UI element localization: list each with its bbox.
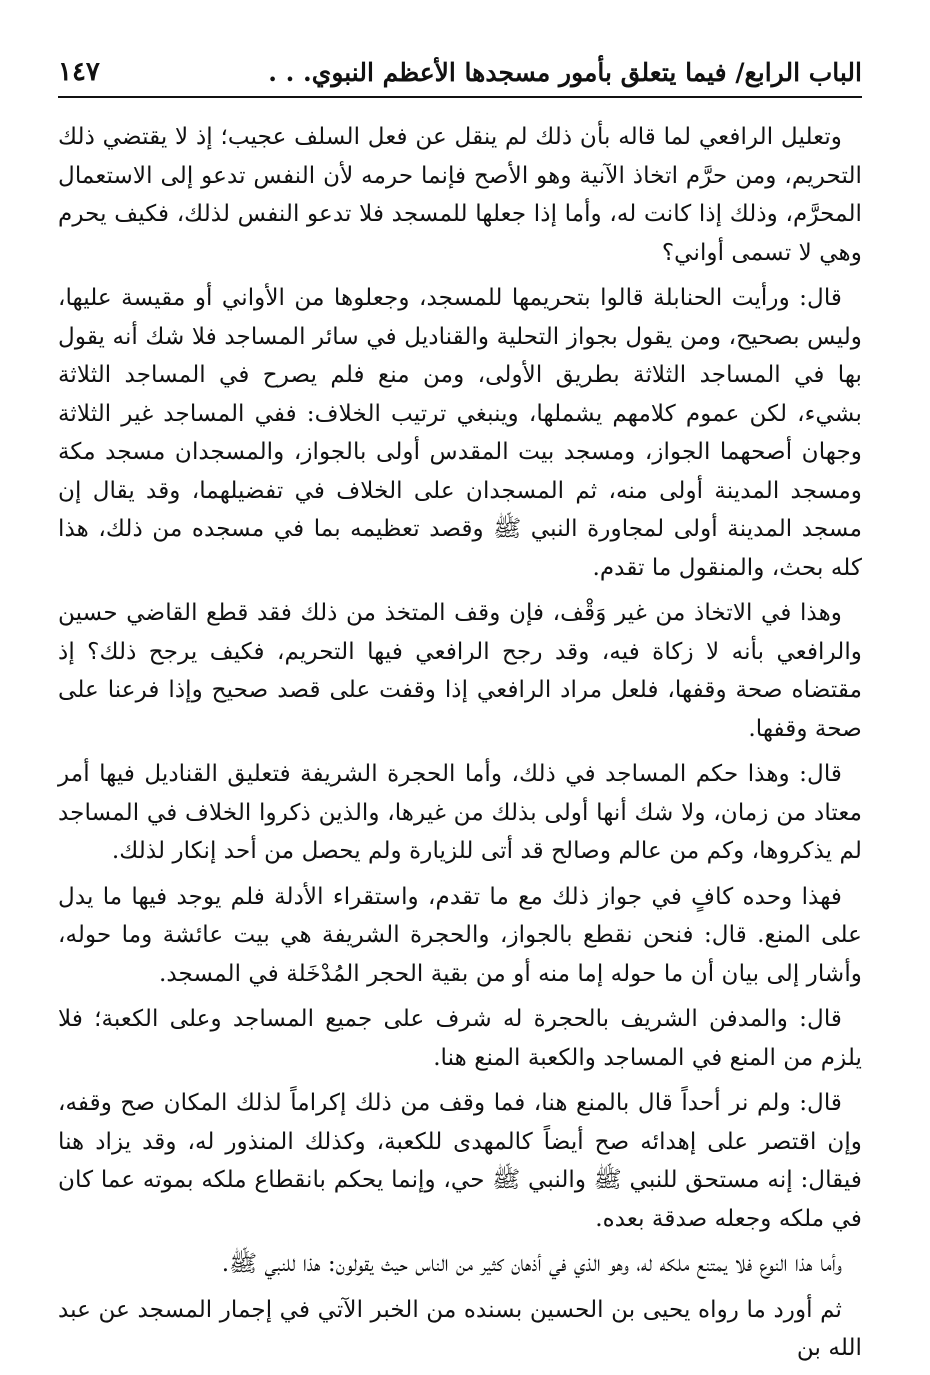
paragraph: وتعليل الرافعي لما قاله بأن ذلك لم ينقل عن فعل السلف عجيب؛ إذ لا يقتضي ذلك التحريم، ومن حرَّم اتخاذ الآنية وهو الأصح فإنما حرمه لأن النفس تدعو إلى الاستعمال المحرَّم، وذلك إذا كانت له، وأما إذا جعلها للمسجد فلا تدعو النفس لذلك، فكيف يحرم وهي لا تسمى أواني؟ — [58, 123, 862, 266]
paragraph: قال: وهذا حكم المساجد في ذلك، وأما الحجرة الشريفة فتعليق القناديل فيها أمر معتاد من زمان، ولا شك أنها أولى بذلك من غيرها، والذين ذكروا الخلاف في المساجد لم يذكروها، وكم من عالم وصالح قد أتى للزيارة ولم يحصل من أحد إنكار لذلك. — [58, 760, 862, 864]
paragraph: فهذا وحده كافٍ في جواز ذلك مع ما تقدم، واستقراء الأدلة فلم يوجد فيها ما يدل على المنع. قال: فنحن نقطع بالجواز، والحجرة الشريفة هي بيت عائشة وما حوله، وأشار إلى بيان أن ما حوله إما منه أو من بقية الحجر المُدْخَلة في المسجد. — [58, 882, 862, 987]
page-number: ١٤٧ — [58, 57, 100, 87]
paragraph: قال: والمدفن الشريف بالحجرة له شرف على جميع المساجد وعلى الكعبة؛ فلا يلزم من المنع في المساجد والكعبة المنع هنا. — [58, 1005, 862, 1071]
paragraph: وأما هذا النوع فلا يمتنع ملكه له، وهو الذي في أذهان كثير من الناس حيث يقولون: هذا للنبي ﷺ. — [221, 1250, 842, 1277]
paragraph: قال: ولم نر أحداً قال بالمنع هنا، فما وقف من ذلك إكراماً لذلك المكان صح وقفه، وإن اقتصر على إهدائه صح أيضاً كالمهدى للكعبة، وكذلك المنذور له، وقد يزاد هنا فيقال: إنه مستحق للنبي ﷺ والنبي ﷺ حي، وإنما يحكم بانقطاع ملكه بموته عما كان في ملكه وجعله صدقة بعده. — [58, 1089, 862, 1232]
chapter-title: الباب الرابع/ فيما يتعلق بأمور مسجدها الأعظم النبوي. . . — [268, 57, 862, 87]
body-text — [58, 118, 862, 1375]
paragraph: ثم أورد ما رواه يحيى بن الحسين بسنده من الخبر الآتي في إجمار المسجد عن عبد الله بن — [58, 1295, 862, 1361]
running-header — [58, 48, 862, 98]
paragraph: قال: ورأيت الحنابلة قالوا بتحريمها للمسجد، وجعلوها من الأواني أو مقيسة عليها، وليس بصحيح، ومن يقول بجواز التحلية والقناديل في سائر المساجد فلا شك أنه يقول بها في المساجد الثلاثة بطريق الأولى، ومن منع فلم يصرح في المساجد الثلاثة بشيء، لكن عموم كلامهم يشملها، وينبغي ترتيب الخلاف: ففي المساجد غير الثلاثة وجهان أصحهما الجواز، ومسجد بيت المقدس أولى بالجواز، والمسجدان مسجد مكة ومسجد المدينة أولى منه، ثم المسجدان على الخلاف في تفضيلهما، وقد يقال إن مسجد المدينة أولى لمجاورة النبي ﷺ وقصد تعظيمه بما في مسجده من ذلك، هذا كله بحث، والمنقول ما تقدم. — [58, 284, 862, 581]
paragraph: وهذا في الاتخاذ من غير وَقْف، فإن وقف المتخذ من ذلك فقد قطع القاضي حسين والرافعي بأنه لا زكاة فيه، وقد رجح الرافعي فيها التحريم، فكيف يرجح ذلك؟ إذ مقتضاه صحة وقفها، فلعل مراد الرافعي إذا وقفت على قصد صحيح وإذا فرعنا على صحة وقفها. — [58, 599, 862, 742]
